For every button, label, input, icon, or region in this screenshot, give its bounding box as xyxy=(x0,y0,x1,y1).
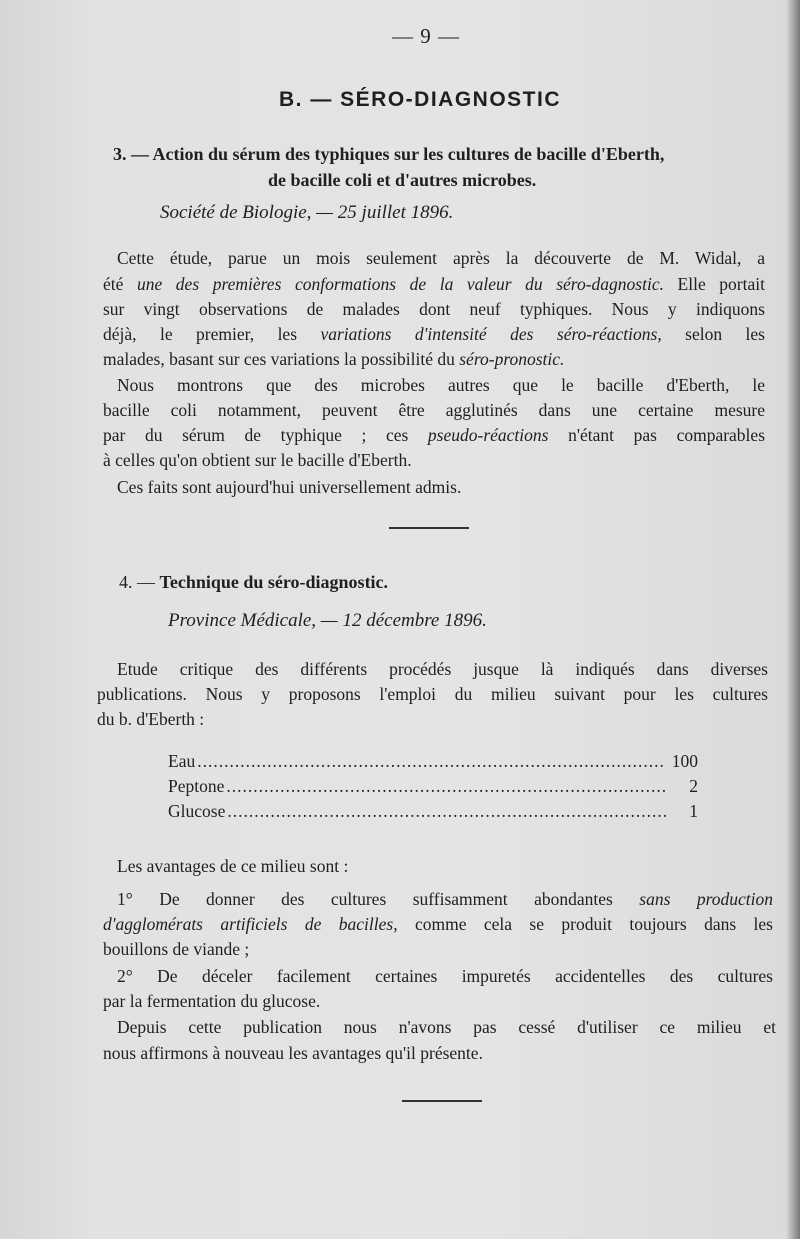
item3-para1-line3: sur vingt observations de malades dont neuf typhiques. Nous y indiquons xyxy=(103,299,765,319)
item3-para1-line5: malades, basant sur ces variations la possibilité du séro-pronostic. xyxy=(103,349,565,369)
advantage2-line1: 2° De déceler facilement certaines impuretés accidentelles des cultures xyxy=(117,966,773,986)
advantage1-line2: d'agglomérats artificiels de bacilles, comme cela se produit toujours dans les xyxy=(103,914,773,934)
item3-para1-line2: été une des premières conformations de la valeur du séro-dagnostic. Elle portait xyxy=(103,274,765,294)
leader-dots xyxy=(226,776,668,797)
item4-para1-line2: publications. Nous y proposons l'emploi du milieu suivant pour les cultures xyxy=(97,684,768,704)
item3-para3: Ces faits sont aujourd'hui universellement admis. xyxy=(117,477,462,497)
item3-para2-line4: à celles qu'on obtient sur le bacille d'Eberth. xyxy=(103,450,412,470)
item3-para2-line2: bacille coli notamment, peuvent être agglutinés dans une certaine mesure xyxy=(103,400,765,420)
section-heading: B. — SÉRO-DIAGNOSTIC xyxy=(278,88,561,111)
item3-title-line2: de bacille coli et d'autres microbes. xyxy=(268,170,537,190)
advantage1-line1: 1° De donner des cultures suffisamment abondantes sans production xyxy=(117,889,774,909)
recipe-quantity: 2 xyxy=(689,776,698,796)
recipe-row xyxy=(168,801,698,822)
item3-source: Société de Biologie, — 25 juillet 1896. xyxy=(160,202,454,223)
item4-title: 4. — Technique du séro-diagnostic. xyxy=(119,572,389,592)
recipe-row xyxy=(168,776,698,797)
advantages-intro: Les avantages de ce milieu sont : xyxy=(117,856,349,876)
item4-para1-line1: Etude critique des différents procédés jusque là indiqués dans diverses xyxy=(117,659,768,679)
closing-line1: Depuis cette publication nous n'avons pas cessé d'utiliser ce milieu et xyxy=(117,1017,776,1037)
page-number: — 9 — xyxy=(392,24,460,48)
item4-source: Province Médicale, — 12 décembre 1896. xyxy=(168,610,487,631)
item3-para2-line3: par du sérum de typhique ; ces pseudo-réactions n'étant pas comparables xyxy=(103,425,766,445)
recipe-ingredient: Glucose xyxy=(168,801,226,821)
item3-para1-line1: Cette étude, parue un mois seulement après la découverte de M. Widal, a xyxy=(117,248,765,268)
page-edge-shadow xyxy=(786,0,800,1239)
end-divider xyxy=(402,1100,482,1102)
item4-para1-line3: du b. d'Eberth : xyxy=(97,709,205,729)
recipe-row xyxy=(168,751,698,772)
recipe-ingredient: Peptone xyxy=(168,776,225,796)
closing-line2: nous affirmons à nouveau les avantages qu'il présente. xyxy=(103,1043,483,1063)
item3-title-line1: 3. — Action du sérum des typhiques sur les cultures de bacille d'Eberth, xyxy=(113,144,665,164)
advantage2-line2: par la fermentation du glucose. xyxy=(103,991,321,1011)
recipe-ingredient: Eau xyxy=(168,751,196,771)
section-divider xyxy=(389,527,469,529)
leader-dots xyxy=(197,751,666,772)
advantage1-line3: bouillons de viande ; xyxy=(103,939,250,959)
item3-para1-line4: déjà, le premier, les variations d'intensité des séro-réactions, selon les xyxy=(103,324,765,344)
item3-para2-line1: Nous montrons que des microbes autres que le bacille d'Eberth, le xyxy=(117,375,765,395)
leader-dots xyxy=(227,801,668,822)
recipe-quantity: 100 xyxy=(671,751,698,771)
recipe-quantity: 1 xyxy=(689,801,698,821)
